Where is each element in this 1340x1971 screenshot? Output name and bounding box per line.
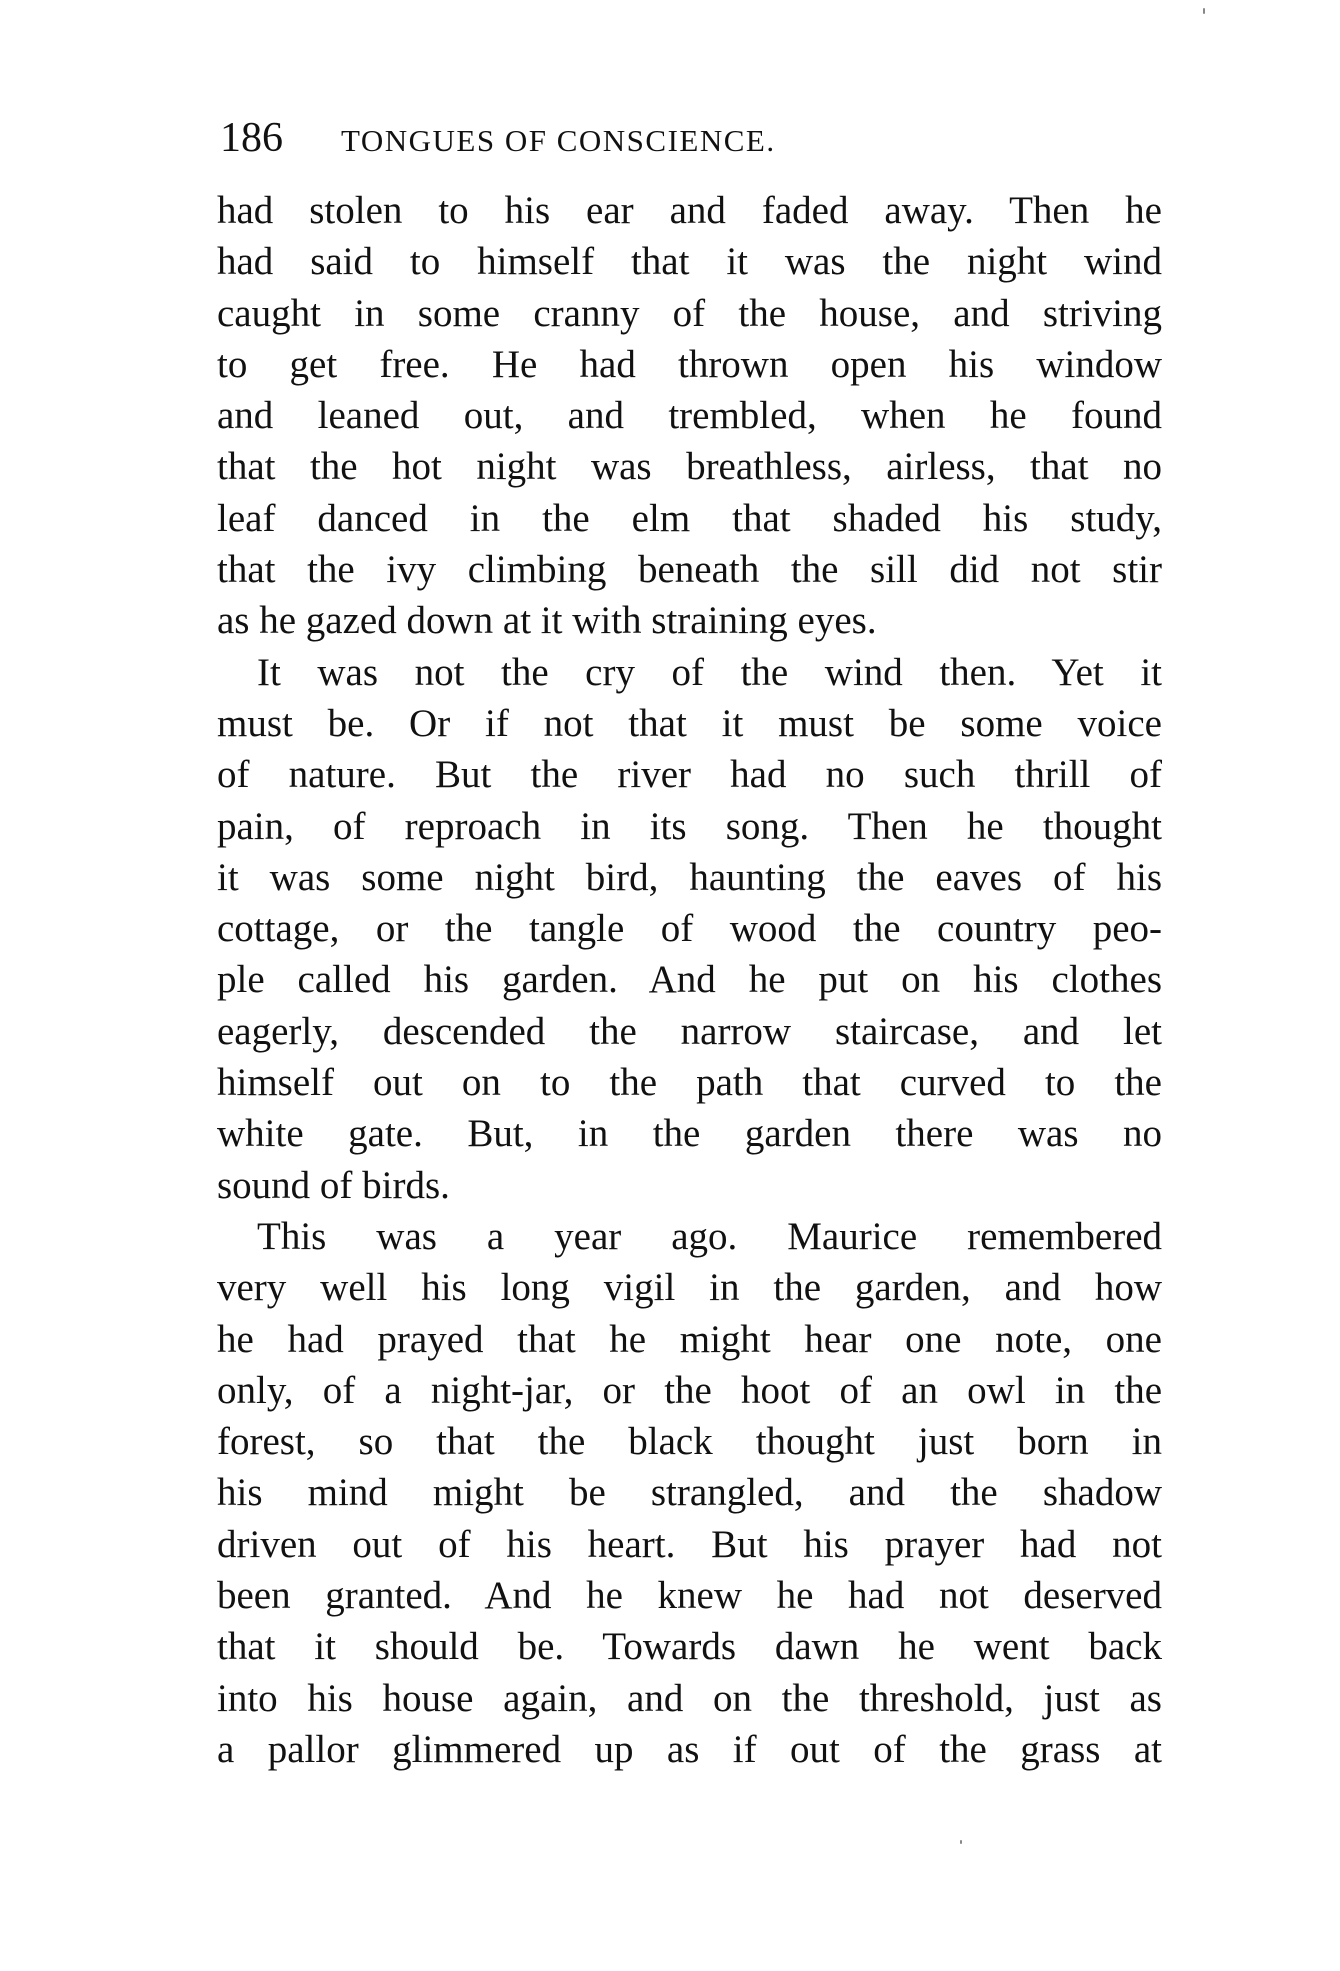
text-line: and leaned out, and trembled, when he found [217,394,1162,438]
text-line: ple called his garden. And he put on his clothes [217,958,1162,1002]
text-line: it was some night bird, haunting the eaves of his [217,855,1162,899]
text-line: a pallor glimmered up as if out of the grass at [217,1727,1162,1771]
text-line: into his house again, and on the threshold, just as [217,1676,1162,1720]
text-line: sound of birds. [217,1163,450,1207]
running-head [220,108,1160,168]
text-line: pain, of reproach in its song. Then he thought [217,804,1162,848]
text-line: that the ivy climbing beneath the sill did not stir [217,548,1162,592]
text-line: driven out of his heart. But his prayer had not [217,1522,1162,1566]
text-line: as he gazed down at it with straining eyes. [217,599,877,643]
text-line: must be. Or if not that it must be some voice [217,701,1162,745]
text-line: leaf danced in the elm that shaded his study, [217,496,1162,540]
body-text [217,185,1162,1775]
print-speck [960,1840,962,1844]
text-line: that it should be. Towards dawn he went back [217,1625,1162,1669]
paragraph-start-line: It was not the cry of the wind then. Yet it [257,650,1162,694]
text-line: his mind might be strangled, and the shadow [217,1471,1162,1515]
text-line: cottage, or the tangle of wood the country peo- [217,907,1162,951]
text-line: forest, so that the black thought just born in [217,1420,1162,1464]
text-line: only, of a night-jar, or the hoot of an owl in the [217,1368,1162,1412]
text-line: had stolen to his ear and faded away. Then he [217,189,1162,232]
text-line: had said to himself that it was the night wind [217,240,1162,284]
text-line: white gate. But, in the garden there was no [217,1112,1162,1156]
text-line: he had prayed that he might hear one note, one [217,1317,1162,1361]
text-line: very well his long vigil in the garden, and how [217,1266,1162,1310]
print-speck [1203,8,1205,14]
paragraph-start-line: This was a year ago. Maurice remembered [257,1214,1162,1258]
page-number: 186 [220,115,283,161]
running-title: TONGUES OF CONSCIENCE. [341,123,776,158]
text-line: that the hot night was breathless, airless, that no [217,445,1162,489]
text-line: himself out on to the path that curved to the [217,1061,1162,1105]
text-line: of nature. But the river had no such thrill of [217,753,1162,797]
text-line: been granted. And he knew he had not deserved [217,1574,1162,1618]
text-line: to get free. He had thrown open his window [217,342,1162,386]
text-line: caught in some cranny of the house, and striving [217,291,1162,335]
text-line: eagerly, descended the narrow staircase, and let [217,1009,1162,1053]
